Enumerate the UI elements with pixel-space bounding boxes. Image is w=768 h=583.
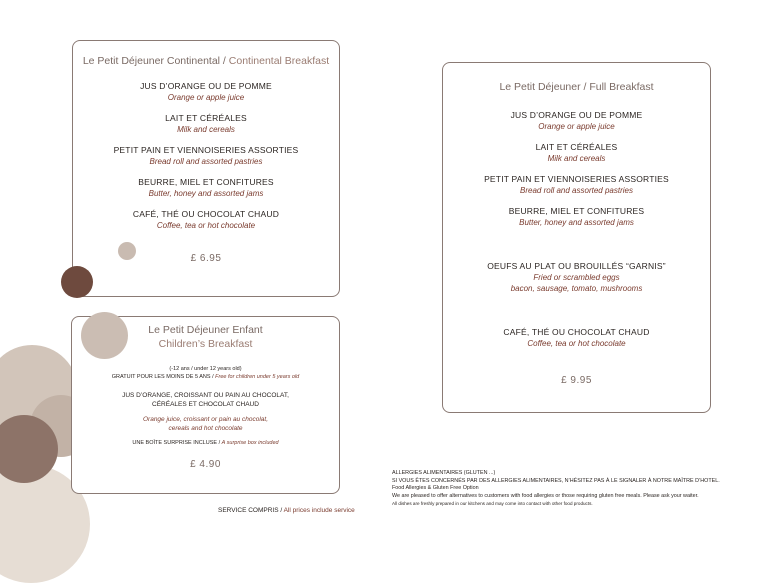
children-menu-en: Orange juice, croissant or pain au chocolat, cereals and hot chocolate <box>142 416 268 432</box>
decor-circle-small <box>118 242 136 260</box>
menu-item: PETIT PAIN ET VIENNOISERIES ASSORTIES Bread roll and assorted pastries <box>113 145 299 166</box>
menu-item: JUS D’ORANGE OU DE POMME Orange or apple juice <box>510 110 643 131</box>
menu-item-drinks: CAFÉ, THÉ OU CHOCOLAT CHAUD Coffee, tea or hot chocolate <box>503 327 650 348</box>
decor-circle-children <box>81 312 128 359</box>
children-surprise: UNE BOÎTE SURPRISE INCLUSE / A surprise box included <box>132 440 279 446</box>
service-note: SERVICE COMPRIS / All prices include service <box>218 507 355 514</box>
menu-item: PETIT PAIN ET VIENNOISERIES ASSORTIES Bread roll and assorted pastries <box>484 174 669 195</box>
menu-item: LAIT ET CÉRÉALES Milk and cereals <box>165 113 247 134</box>
decor-circle-dark <box>61 266 93 298</box>
menu-item-eggs: OEUFS AU PLAT OU BROUILLÉS “GARNIS” Fried or scrambled eggs bacon, sausage, tomato, mushrooms <box>487 261 666 293</box>
children-free-note: GRATUIT POUR LES MOINS DE 5 ANS / Free for children under 5 years old <box>111 374 300 380</box>
allergy-note: ALLERGIES ALIMENTAIRES (GLUTEN ...) SI VOUS ÊTES CONCERNÉS PAR DES ALLERGIES ALIMENTAIRES, N’HÉSITEZ PAS À LE SIGNALER À NOTRE MAÎTRE D’HOTEL. Food Allergies & Gluten Free Option We are pleased to offer alternatives to customers with food allergies or those requiring gluten free meals. Please ask your waiter. All dishes are freshly prepared in our kitchens and may come into contact with other food products. <box>392 470 720 506</box>
menu-item: LAIT ET CÉRÉALES Milk and cereals <box>535 142 618 163</box>
children-title: Le Petit Déjeuner Enfant Children’s Breakfast <box>148 324 263 350</box>
menu-item: BEURRE, MIEL ET CONFITURES Butter, honey and assorted jams <box>508 206 645 227</box>
children-price: £ 4.90 <box>190 459 221 470</box>
menu-item: BEURRE, MIEL ET CONFITURES Butter, honey and assorted jams <box>138 177 274 198</box>
full-price: £ 9.95 <box>561 375 592 386</box>
children-age: (-12 ans / under 12 years old) <box>169 366 242 372</box>
continental-price: £ 6.95 <box>190 253 222 264</box>
children-menu: JUS D’ORANGE, CROISSANT OU PAIN AU CHOCOLAT, CÉRÉALES ET CHOCOLAT CHAUD <box>122 392 289 408</box>
continental-title: Le Petit Déjeuner Continental / Continental Breakfast <box>82 55 330 67</box>
continental-breakfast-card <box>72 40 340 297</box>
full-breakfast-card <box>442 62 711 413</box>
full-title: Le Petit Déjeuner / Full Breakfast <box>499 81 654 93</box>
menu-item: JUS D’ORANGE OU DE POMME Orange or apple juice <box>140 81 272 102</box>
menu-item: CAFÉ, THÉ OU CHOCOLAT CHAUD Coffee, tea or hot chocolate <box>132 209 280 230</box>
